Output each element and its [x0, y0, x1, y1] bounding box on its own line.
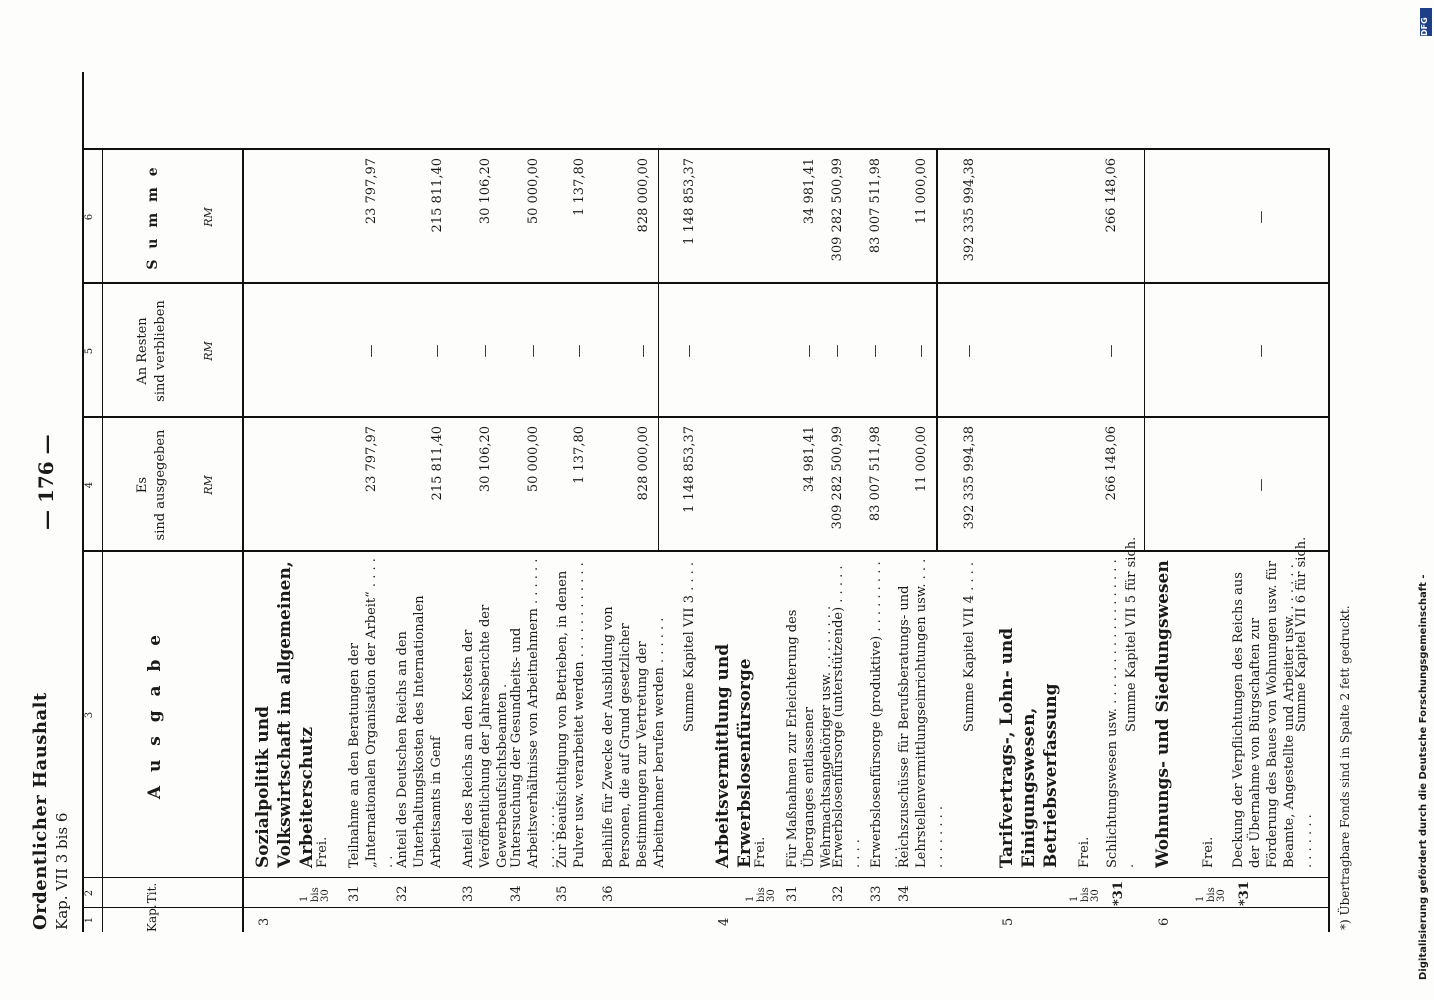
- s4-r34-amount: 11 000,00: [914, 426, 929, 493]
- s4-sum-label: Summe Kapitel VII 4 . . . .: [962, 561, 977, 732]
- s4-r33-amount: 83 007 511,98: [868, 426, 883, 522]
- s3-r33-sum: 30 106,20: [478, 158, 493, 225]
- col-num-2: 2: [84, 878, 103, 908]
- s4-r33-tit: 33: [869, 885, 884, 902]
- s4-frei: Frei.: [753, 836, 768, 868]
- s4-r33-rest: —: [868, 344, 883, 358]
- col-num-4: 4: [84, 418, 103, 552]
- s6-r31-text: Deckung der Verpflichtungen des Reichs aus der Übernahme von Bürgschaften zur Förderung des Baues von Wohnungen usw. für Beamte, Angestellte und Arbeiter usw. . . . . . . . . . . . . .: [1231, 560, 1315, 868]
- s4-r34-sum: 11 000,00: [914, 158, 929, 225]
- s4-r34-tit: 34: [897, 885, 912, 902]
- table-bottom-rule: [1328, 150, 1330, 932]
- s3-frei: Frei.: [315, 836, 330, 868]
- s4-r32-text: Erwerbslosenfürsorge (unterstützende) . . . . . . . . .: [831, 565, 864, 868]
- s5-r31-amount: 266 148,06: [1104, 426, 1119, 501]
- section-5-title: Tarifvertrags-, Lohn- und Einigungswesen, Betriebsverfassung: [997, 627, 1062, 868]
- s5-r31-text: Schlichtungswesen usw. . . . . . . . . . . . . . . . . . . .: [1105, 559, 1138, 868]
- col-num-6: 6: [84, 150, 103, 284]
- header-title: Ordentlicher Haushalt: [30, 692, 51, 930]
- s4-r32-tit: 32: [831, 885, 846, 902]
- s6-r31-sum: —: [1254, 210, 1269, 224]
- s3-r34-text: Untersuchung der Gesundheits- und Arbeitsverhältnisse von Arbeitnehmern . . . . . . . . . . . . . .: [509, 558, 559, 868]
- s3-r34-sum: 50 000,00: [526, 158, 541, 225]
- s3-r35-rest: —: [572, 344, 587, 358]
- s4-r31-amount: 34 981,41: [802, 426, 817, 493]
- s3-r31-amount: 23 797,97: [364, 426, 379, 493]
- s3-r36-amount: 828 000,00: [636, 426, 651, 501]
- s3-r31-sum: 23 797,97: [364, 158, 379, 225]
- s3-tit-range: 1 bis 30: [299, 887, 331, 902]
- s3-r36-tit: 36: [601, 885, 616, 902]
- col-ausgegeben-unit: RM: [202, 475, 215, 495]
- s3-r31-tit: 31: [347, 885, 362, 902]
- s4-r31-tit: 31: [785, 885, 800, 902]
- s3-sum-rest: —: [682, 344, 697, 358]
- kap-6: 6: [1157, 917, 1172, 926]
- s3-r32-tit: 32: [395, 885, 410, 902]
- s4-r32-amount: 309 282 500,99: [830, 426, 845, 530]
- s5-r31-rest: —: [1104, 344, 1119, 358]
- s5-sum-label: Summe Kapitel VII 5 für sich.: [1124, 536, 1139, 732]
- s5-r31-sum: 266 148,06: [1104, 158, 1119, 233]
- s3-r35-text: Zur Beaufsichtigung von Betrieben, in denen Pulver usw. verarbeitet werden . . . . . . . . . . . .: [555, 562, 588, 868]
- s4-r31-rest: —: [802, 344, 817, 358]
- s6-frei: Frei.: [1201, 836, 1216, 868]
- s3-r35-sum: 1 137,80: [572, 158, 587, 216]
- s4-r34-text: Reichszuschüsse für Berufsberatungs- und Lehrstellenvermittlungseinrichtungen usw. . . . . . . . . . . .: [897, 558, 947, 868]
- s3-r36-text: Beihilfe für Zwecke der Ausbildung von Personen, die auf Grund gesetzlicher Bestimmungen zur Vertretung der Arbeitnehmer berufen werden . . . . . .: [601, 606, 668, 868]
- s4-r32-sum: 309 282 500,99: [830, 158, 845, 262]
- s6-sum-label: Summe Kapitel VII 6 für sich.: [1294, 536, 1309, 732]
- s3-r33-tit: 33: [461, 885, 476, 902]
- s6-r31-tit: *31: [1237, 881, 1252, 906]
- s4-sum-amount: 392 335 994,38: [962, 426, 977, 530]
- col-resten-unit: RM: [202, 341, 215, 361]
- col-kap-label: Kap.: [145, 904, 159, 932]
- col-ausgabe-label: A u s g a b e: [145, 630, 165, 800]
- s3-r32-rest: —: [430, 344, 445, 358]
- footnote: *) Übertragbare Fonds sind in Spalte 2 fett gedruckt.: [1338, 605, 1352, 930]
- s6-r31-amount: —: [1254, 478, 1269, 492]
- s4-sum-sum: 392 335 994,38: [962, 158, 977, 262]
- s3-r35-amount: 1 137,80: [572, 426, 587, 484]
- dfg-logo-text: DFG: [1420, 17, 1429, 36]
- s5-tit-range: 1 bis 30: [1069, 887, 1101, 902]
- side-credit-text: Digitalisierung gefördert durch die Deutsche Forschungsgemeinschaft -: [1418, 574, 1429, 980]
- s3-r32-text: Anteil des Deutschen Reichs an den Unterhaltungskosten des Internationalen Arbeitsamts in Genf: [395, 595, 445, 868]
- rule-v-1: [84, 907, 1330, 908]
- s4-r34-rest: —: [914, 344, 929, 358]
- s3-r31-text: Teilnahme an den Beratungen der „Internationalen Organisation der Arbeit“ . . . . . .: [347, 558, 397, 868]
- header-subtitle: Kap. VII 3 bis 6: [53, 812, 71, 930]
- s3-r32-sum: 215 811,40: [430, 158, 445, 233]
- s4-sum-rest: —: [962, 344, 977, 358]
- kap-3: 3: [257, 917, 272, 926]
- s3-r32-amount: 215 811,40: [430, 426, 445, 501]
- s3-sum-label: Summe Kapitel VII 3 . . . .: [682, 561, 697, 732]
- s3-r35-tit: 35: [555, 885, 570, 902]
- side-credit: [1418, 500, 1434, 980]
- s4-tit-range: 1 bis 30: [745, 887, 777, 902]
- s3-sum-amount: 1 148 853,37: [682, 426, 697, 513]
- section-3-title: Sozialpolitik und Volkswirtschaft im allgemeinen, Arbeiterschutz: [253, 561, 318, 868]
- s6-top-rule: [1144, 150, 1145, 552]
- budget-table: [82, 72, 1330, 932]
- dfg-logo: [1420, 8, 1432, 36]
- page-header: [30, 692, 71, 930]
- col-resten-label: An Resten sind verblieben: [135, 300, 168, 402]
- col-num-1: 1: [84, 908, 103, 932]
- kap-5: 5: [1001, 917, 1016, 926]
- s4-r31-sum: 34 981,41: [802, 158, 817, 225]
- s3-r36-rest: —: [636, 344, 651, 358]
- section-4-title: Arbeitsvermittlung und Erwerbslosenfürsorge: [713, 643, 756, 868]
- section-6-title: Wohnungs- und Siedlungswesen: [1153, 560, 1173, 868]
- col-ausgegeben-label: Es sind ausgegeben: [135, 429, 168, 541]
- col-tit-label: Tit.: [145, 882, 159, 904]
- s6-r31-rest: —: [1254, 344, 1269, 358]
- s5-r31-tit: *31: [1111, 881, 1126, 906]
- s4-sum-rule: [936, 150, 938, 552]
- col-summe-unit: RM: [202, 207, 215, 227]
- s3-r36-sum: 828 000,00: [636, 158, 651, 233]
- col-num-3: 3: [84, 552, 103, 878]
- col-summe-label: S u m m e: [145, 164, 161, 270]
- s3-sum-sum: 1 148 853,37: [682, 158, 697, 245]
- s4-r33-text: Erwerbslosenfürsorge (produktive) . . . . . . . . . . . .: [869, 561, 902, 868]
- s4-r31-text: Für Maßnahmen zur Erleichterung des Überganges entlassener Wehrmachtsangehöriger usw. . . . . . . . .: [785, 605, 835, 868]
- s3-r33-rest: —: [478, 344, 493, 358]
- column-header-band: [102, 150, 244, 932]
- s3-r34-tit: 34: [509, 885, 524, 902]
- s4-r32-rest: —: [830, 344, 845, 358]
- s3-r34-rest: —: [526, 344, 541, 358]
- s5-frei: Frei.: [1077, 836, 1092, 868]
- s3-r31-rest: —: [364, 344, 379, 358]
- s3-sum-rule: [658, 150, 659, 552]
- col-num-5: 5: [84, 284, 103, 418]
- kap-4: 4: [717, 917, 732, 926]
- s3-r33-text: Anteil des Reichs an den Kosten der Veröffentlichung der Jahresberichte der Gewerbeaufsichtsbeamten .: [461, 604, 511, 868]
- s3-r34-amount: 50 000,00: [526, 426, 541, 493]
- s6-tit-range: 1 bis 30: [1195, 887, 1227, 902]
- s4-r33-sum: 83 007 511,98: [868, 158, 883, 254]
- s3-r33-amount: 30 106,20: [478, 426, 493, 493]
- rule-v-2: [84, 877, 1330, 878]
- page-number: — 176 —: [34, 434, 58, 530]
